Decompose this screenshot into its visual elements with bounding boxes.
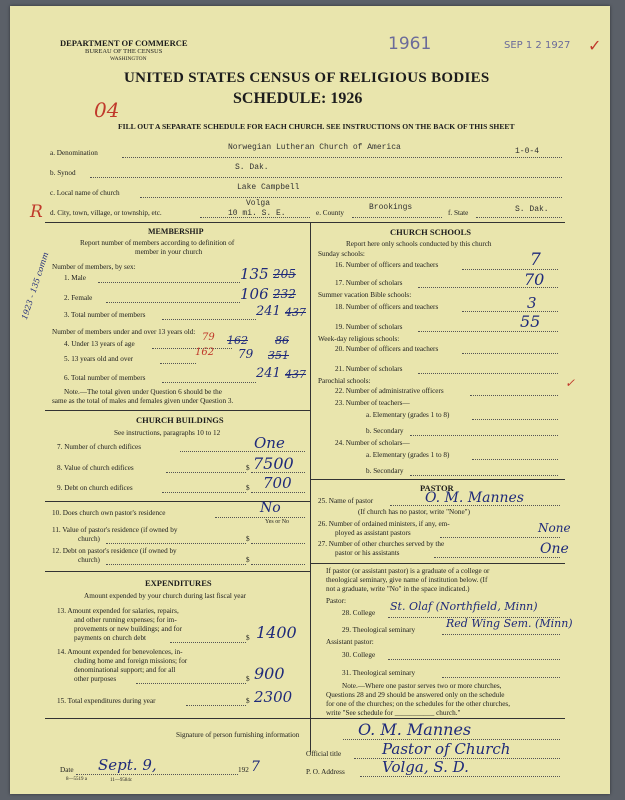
red-marginal-code: 04 xyxy=(94,98,120,122)
q15-dollar: $ xyxy=(246,697,250,705)
q30-label: 30. College xyxy=(342,651,376,659)
bureau-heading: BUREAU OF THE CENSUS xyxy=(85,48,163,55)
age-intro-label: Number of members under and over 13 years old: xyxy=(52,328,196,336)
form-subtitle: SCHEDULE: 1926 xyxy=(233,90,363,107)
q12-label-2: church) xyxy=(78,556,100,564)
q4-red-value: 79 xyxy=(202,332,215,343)
q29-label: 29. Theological seminary xyxy=(342,626,416,634)
q29-value: Red Wing Sem. (Minn) xyxy=(446,617,573,630)
q5-red-value: 162 xyxy=(195,347,215,358)
red-check-mark: ✓ xyxy=(588,38,602,55)
state-value: S. Dak. xyxy=(515,205,549,214)
q25-hint: (If church has no pastor, write "None") xyxy=(358,508,470,516)
q10-label: 10. Does church own pastor's residence xyxy=(52,509,166,517)
q16-label: 16. Number of officers and teachers xyxy=(335,261,439,269)
q27-label-2: pastor or his assistants xyxy=(335,549,400,557)
q25-value: O. M. Mannes xyxy=(425,490,524,506)
membership-note-1: Note.—The total given under Question 6 should be the xyxy=(64,388,222,396)
margin-annotation: 1923 - 135 comm xyxy=(20,251,51,321)
q24-label: 24. Number of scholars— xyxy=(335,439,410,447)
year-value: 7 xyxy=(251,759,260,775)
q14-dollar: $ xyxy=(246,675,250,683)
signature-label: Signature of person furnishing information xyxy=(176,731,300,739)
parochial-schools-label: Parochial schools: xyxy=(318,377,371,385)
q12-label: 12. Debt on pastor's residence (if owned by xyxy=(52,547,177,555)
q22-label: 22. Number of administrative officers xyxy=(335,387,444,395)
q26-label-2: ployed as assistant pastors xyxy=(335,529,411,537)
q6-value: 241 xyxy=(256,366,281,381)
city-label: d. City, town, village, or township, etc. xyxy=(50,209,162,217)
q28-value: St. Olaf (Northfield, Minn) xyxy=(390,600,538,613)
received-date-stamp: SEP 1 2 1927 xyxy=(504,40,571,51)
q8-dollar: $ xyxy=(246,464,250,472)
official-title-label: Official title xyxy=(306,750,342,758)
pastor-note-2: Questions 28 and 29 should be answered only on the schedule xyxy=(326,691,505,699)
local-name-label: c. Local name of church xyxy=(50,189,120,197)
membership-intro-2: member in your church xyxy=(135,248,203,256)
buildings-title: CHURCH BUILDINGS xyxy=(136,415,224,425)
q19-value: 55 xyxy=(520,312,541,331)
q13-label-3: provements or new buildings; and for xyxy=(74,625,182,633)
address-value: Volga, S. D. xyxy=(382,758,469,776)
vacation-schools-label: Summer vacation Bible schools: xyxy=(318,291,412,299)
synod-label: b. Synod xyxy=(50,169,76,177)
q9-value: 700 xyxy=(263,474,292,492)
q19-label: 19. Number of scholars xyxy=(335,323,403,331)
q6-struck-value: 437 xyxy=(285,368,306,381)
pastor-title: PASTOR xyxy=(420,483,454,493)
q6-label: 6. Total number of members xyxy=(64,374,146,382)
denomination-code: 1-0-4 xyxy=(515,147,540,156)
date-value: Sept. 9, xyxy=(98,756,157,774)
form-code: 8—5519 a xyxy=(66,777,87,782)
q26-value: None xyxy=(538,521,571,535)
q8-label: 8. Value of church edifices xyxy=(57,464,134,472)
q1-value: 135 xyxy=(240,265,269,283)
q1-struck-value: 205 xyxy=(273,267,296,281)
membership-title: MEMBERSHIP xyxy=(148,227,204,236)
department-heading: DEPARTMENT OF COMMERCE xyxy=(60,38,188,48)
q25-label: 25. Name of pastor xyxy=(318,497,374,505)
q3-label: 3. Total number of members xyxy=(64,311,146,319)
q15-value: 2300 xyxy=(254,688,293,706)
q14-label-4: other purposes xyxy=(74,675,117,683)
by-sex-label: Number of members, by sex: xyxy=(52,263,136,271)
q27-value: One xyxy=(540,541,569,557)
sunday-schools-label: Sunday schools: xyxy=(318,250,365,258)
state-label: f. State xyxy=(448,209,469,217)
q8-value: 7500 xyxy=(253,454,294,473)
q27-label: 27. Number of other churches served by the xyxy=(318,540,445,548)
q13-dollar: $ xyxy=(246,634,250,642)
form-code-2: 11—9584c xyxy=(110,778,133,783)
signature-value: O. M. Mannes xyxy=(358,720,472,739)
schools-subtitle: Report here only schools conducted by this church xyxy=(346,240,492,248)
weekday-schools-label: Week-day religious schools: xyxy=(318,335,400,343)
q11-label-2: church) xyxy=(78,535,100,543)
denomination-label: a. Denomination xyxy=(50,149,98,157)
red-r-mark: R xyxy=(30,202,43,222)
city-heading: WASHINGTON xyxy=(110,56,147,62)
q2-label: 2. Female xyxy=(64,294,93,302)
pastor-subheading: Pastor: xyxy=(326,597,346,605)
address-label: P. O. Address xyxy=(306,768,345,776)
q10-value: No xyxy=(260,500,281,516)
date-label: Date xyxy=(60,766,74,774)
membership-note-2: same as the total of males and females given under Question 3. xyxy=(52,397,234,405)
schools-title: CHURCH SCHOOLS xyxy=(390,227,471,237)
q18-label: 18. Number of officers and teachers xyxy=(335,303,439,311)
buildings-subtitle: See instructions, paragraphs 10 to 12 xyxy=(114,429,221,437)
q7-value: One xyxy=(254,434,285,452)
assistant-pastor-subheading: Assistant pastor: xyxy=(326,638,374,646)
q11-dollar: $ xyxy=(246,535,250,543)
q10-hint: Yes or No xyxy=(265,519,290,525)
q2-struck-value: 232 xyxy=(273,287,296,301)
q17-value: 70 xyxy=(524,270,545,289)
county-label: e. County xyxy=(316,209,344,217)
q13-value: 1400 xyxy=(256,623,297,642)
q5-label: 5. 13 years old and over xyxy=(64,355,134,363)
pastor-note-4: write "See schedule for ___________ church." xyxy=(326,709,461,717)
pastor-note-3: for one of the churches; on the schedules for the other churches, xyxy=(326,700,511,708)
official-title-value: Pastor of Church xyxy=(382,740,511,758)
q3-struck-value: 437 xyxy=(285,306,306,319)
graduate-instruction-3: not a graduate, write "No" in the space indicated.) xyxy=(326,585,470,593)
q13-label: 13. Amount expended for salaries, repairs, xyxy=(57,607,179,615)
city-value-distance: 10 mi. S. E. xyxy=(228,209,286,218)
q5-value: 79 xyxy=(238,347,254,361)
q4-struck-old-value: 86 xyxy=(275,334,289,347)
expenditures-subtitle: Amount expended by your church during last fiscal year xyxy=(84,592,247,600)
census-schedule-sheet xyxy=(10,6,610,794)
q24a-label: a. Elementary (grades 1 to 8) xyxy=(366,451,450,459)
q23b-label: b. Secondary xyxy=(366,427,404,435)
q13-label-2: and other running expenses; for im- xyxy=(74,616,177,624)
q14-value: 900 xyxy=(254,664,285,683)
q11-label: 11. Value of pastor's residence (if owned by xyxy=(52,526,178,534)
q9-label: 9. Debt on church edifices xyxy=(57,484,133,492)
expenditures-title: EXPENDITURES xyxy=(145,578,212,588)
synod-value: S. Dak. xyxy=(235,163,269,172)
q15-label: 15. Total expenditures during year xyxy=(57,697,156,705)
q21-label: 21. Number of scholars xyxy=(335,365,403,373)
form-instruction: FILL OUT A SEPARATE SCHEDULE FOR EACH CHURCH. SEE INSTRUCTIONS ON THE BACK OF THIS SHEET xyxy=(118,122,515,131)
denomination-value: Norwegian Lutheran Church of America xyxy=(228,143,401,152)
q5-struck-value: 351 xyxy=(268,349,289,362)
city-value: Volga xyxy=(246,199,271,208)
q23-label: 23. Number of teachers— xyxy=(335,399,410,407)
form-title: UNITED STATES CENSUS OF RELIGIOUS BODIES xyxy=(124,70,490,86)
q24b-label: b. Secondary xyxy=(366,467,404,475)
county-value: Brookings xyxy=(369,203,413,212)
q1-label: 1. Male xyxy=(64,274,86,282)
q18-value: 3 xyxy=(527,294,537,312)
q26-label: 26. Number of ordained ministers, if any, em- xyxy=(318,520,450,528)
q23a-label: a. Elementary (grades 1 to 8) xyxy=(366,411,450,419)
red-check-mark-2: ✓ xyxy=(565,376,576,390)
q20-label: 20. Number of officers and teachers xyxy=(335,345,439,353)
graduate-instruction-2: theological seminary, give name of institution below. (If xyxy=(326,576,488,584)
membership-intro-1: Report number of members according to definition of xyxy=(80,239,235,247)
q2-value: 106 xyxy=(240,285,269,303)
q7-label: 7. Number of church edifices xyxy=(57,443,142,451)
pastor-note-1: Note.—Where one pastor serves two or more churches, xyxy=(342,682,502,690)
q17-label: 17. Number of scholars xyxy=(335,279,403,287)
year-prefix: 192 xyxy=(238,766,249,774)
q28-label: 28. College xyxy=(342,609,376,617)
q14-label: 14. Amount expended for benevolences, in- xyxy=(57,648,183,656)
local-name-value: Lake Campbell xyxy=(237,183,300,192)
q16-value: 7 xyxy=(530,250,541,270)
q12-dollar: $ xyxy=(246,556,250,564)
stamp-number: 1961 xyxy=(388,34,432,54)
q31-label: 31. Theological seminary xyxy=(342,669,416,677)
q13-label-4: payments on church debt xyxy=(74,634,147,642)
q3-value: 241 xyxy=(256,304,281,319)
q4-label: 4. Under 13 years of age xyxy=(64,340,135,348)
graduate-instruction-1: If pastor (or assistant pastor) is a graduate of a college or xyxy=(326,567,490,575)
q4-struck-value: 162 xyxy=(227,334,248,347)
q14-label-3: denominational support; and for all xyxy=(74,666,176,674)
q14-label-2: cluding home and foreign missions; for xyxy=(74,657,188,665)
q9-dollar: $ xyxy=(246,484,250,492)
